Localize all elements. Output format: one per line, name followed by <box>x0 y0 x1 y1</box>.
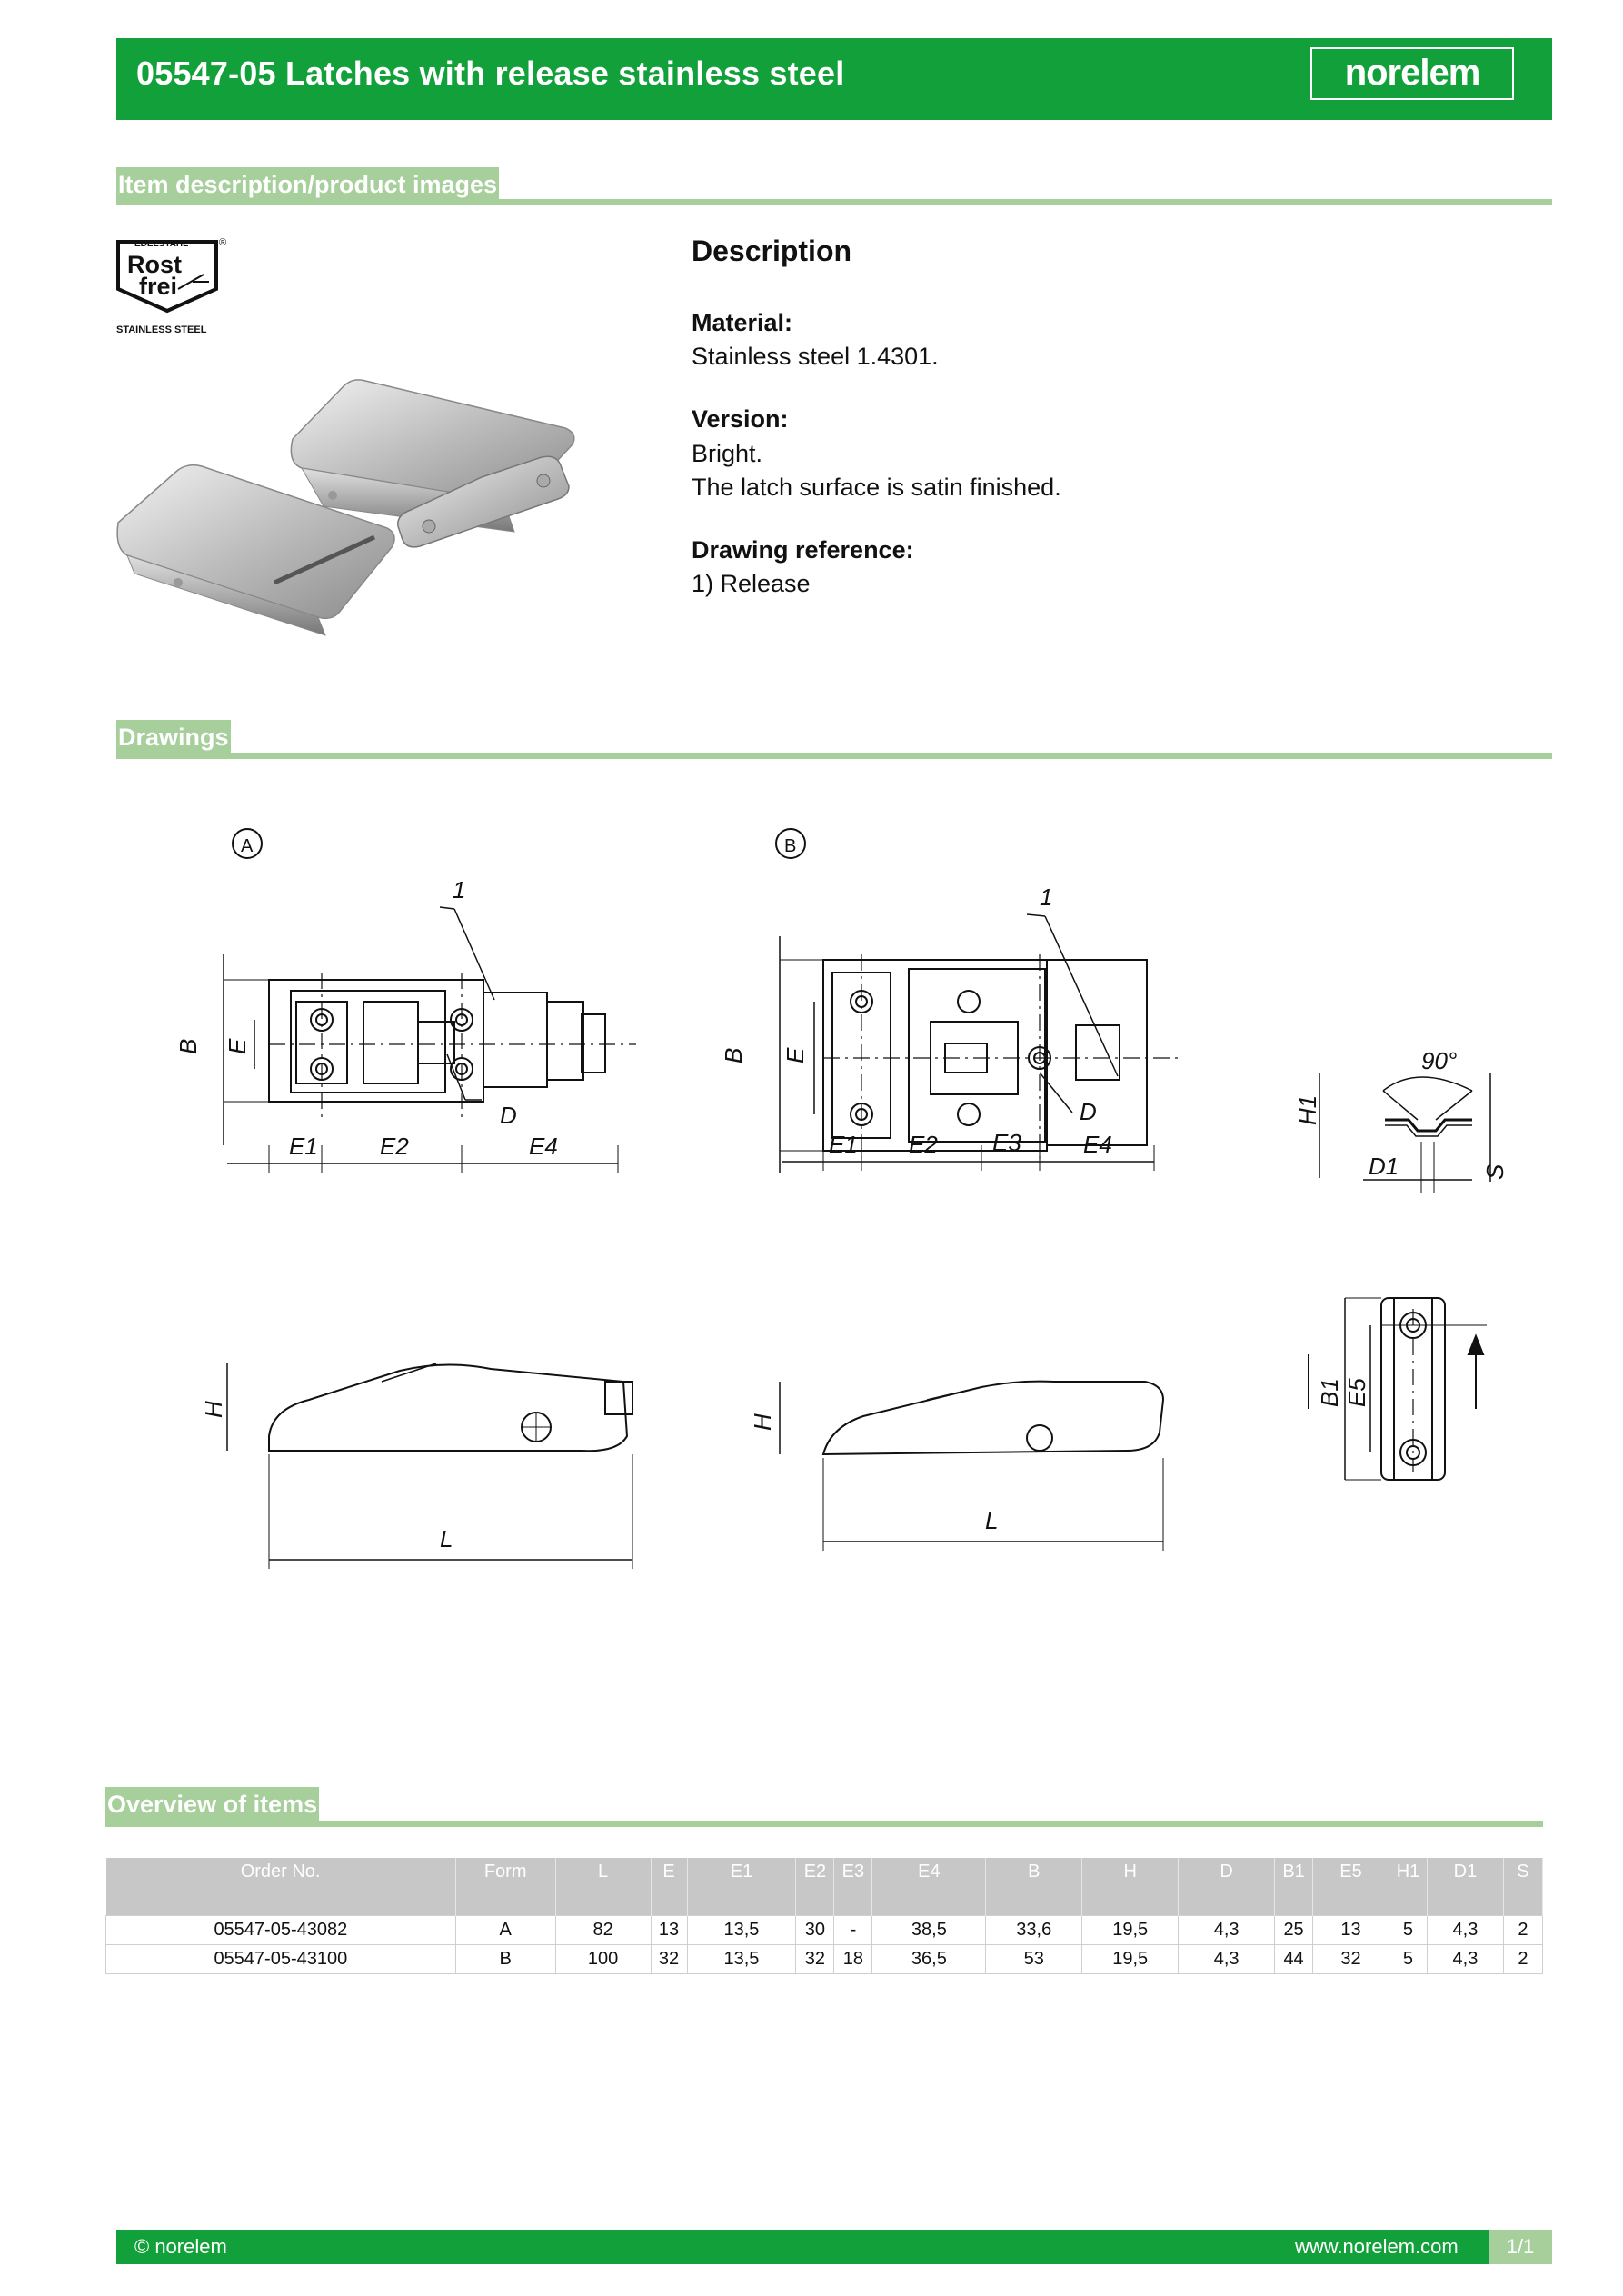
section-title-drawings: Drawings <box>116 720 231 754</box>
dim-angle: 90° <box>1421 1047 1458 1074</box>
table-cell: 4,3 <box>1179 1916 1275 1945</box>
dim-e1-a: E1 <box>289 1133 318 1160</box>
table-cell: 05547-05-43100 <box>106 1945 456 1974</box>
form-b-body <box>823 960 1047 1151</box>
form-b-side <box>823 1382 1163 1454</box>
table-cell: 5 <box>1389 1945 1428 1974</box>
table-header-cell: Form <box>455 1858 555 1916</box>
dim-h1: H1 <box>1294 1094 1321 1125</box>
version-label: Version: <box>692 405 789 433</box>
items-table <box>105 1858 1543 1974</box>
dim-h-b: H <box>749 1413 776 1431</box>
section-title-item-description: Item description/product images <box>116 167 499 202</box>
dim-l-b: L <box>985 1507 999 1534</box>
badge-top-text: EDELSTAHL <box>134 239 189 249</box>
table-cell: 30 <box>796 1916 834 1945</box>
table-header-row <box>106 1858 1543 1916</box>
dim-e4-b: E4 <box>1083 1131 1112 1158</box>
form-b-label: B <box>784 836 797 856</box>
norelem-logo: norelem <box>1310 47 1514 100</box>
badge-line1: Rost <box>127 251 182 278</box>
table-header-cell: E3 <box>834 1858 872 1916</box>
table-header-cell: D1 <box>1427 1858 1503 1916</box>
table-body <box>106 1916 1543 1974</box>
table-cell: 4,3 <box>1427 1916 1503 1945</box>
table-header-cell: H1 <box>1389 1858 1428 1916</box>
dim-e2-b: E2 <box>909 1131 938 1158</box>
dim-e5: E5 <box>1343 1378 1370 1407</box>
section-divider <box>105 1821 1543 1827</box>
table-cell: 82 <box>555 1916 651 1945</box>
badge-line2: frei <box>139 273 178 300</box>
table-cell: 13,5 <box>687 1916 796 1945</box>
table-cell: - <box>834 1916 872 1945</box>
dim-d-b: D <box>1080 1098 1097 1125</box>
page-title: 05547-05 Latches with release stainless steel <box>136 55 845 92</box>
table-cell: 05547-05-43082 <box>106 1916 456 1945</box>
form-a-side <box>269 1364 627 1451</box>
footer-copyright: © norelem <box>134 2235 227 2258</box>
table-cell: 100 <box>555 1945 651 1974</box>
table-header-cell: Order No. <box>106 1858 456 1916</box>
drawing-ref-text: 1) Release <box>692 570 811 597</box>
table-cell: 4,3 <box>1179 1945 1275 1974</box>
dim-h-a: H <box>200 1401 227 1418</box>
table-cell: 32 <box>1313 1945 1389 1974</box>
table-header-cell: B <box>986 1858 1082 1916</box>
footer-page-number: 1/1 <box>1489 2230 1552 2264</box>
table-header-cell: B1 <box>1275 1858 1313 1916</box>
table-header-cell: E2 <box>796 1858 834 1916</box>
table-header-cell: E4 <box>872 1858 986 1916</box>
footer-website[interactable]: www.norelem.com <box>1295 2235 1459 2258</box>
badge-bottom-text: STAINLESS STEEL <box>116 324 207 335</box>
table-cell: B <box>455 1945 555 1974</box>
rostfrei-badge <box>115 235 233 336</box>
dim-s: S <box>1481 1163 1508 1180</box>
table-cell: 13 <box>1313 1916 1389 1945</box>
table-cell: 5 <box>1389 1916 1428 1945</box>
table-cell: 19,5 <box>1082 1916 1179 1945</box>
table-row <box>106 1945 1543 1974</box>
form-a-label: A <box>241 836 254 856</box>
footer-bar <box>116 2230 1552 2264</box>
table-cell: 4,3 <box>1427 1945 1503 1974</box>
table-header-cell: E1 <box>687 1858 796 1916</box>
material-text: Stainless steel 1.4301. <box>692 343 939 370</box>
table-cell: 33,6 <box>986 1916 1082 1945</box>
dim-b-a: B <box>174 1038 202 1054</box>
table-cell: 13,5 <box>687 1945 796 1974</box>
table-header-cell: S <box>1503 1858 1542 1916</box>
dim-l-a: L <box>440 1525 453 1552</box>
table-header-cell: E5 <box>1313 1858 1389 1916</box>
table-cell: 32 <box>651 1945 687 1974</box>
table-cell: 2 <box>1503 1916 1542 1945</box>
table-cell: 18 <box>834 1945 872 1974</box>
dim-e2-a: E2 <box>380 1133 409 1160</box>
dim-e1-b: E1 <box>829 1131 858 1158</box>
table-cell: 13 <box>651 1916 687 1945</box>
table-cell: 2 <box>1503 1945 1542 1974</box>
table-header-cell: D <box>1179 1858 1275 1916</box>
technical-drawing <box>109 800 1563 1600</box>
dim-d-a: D <box>500 1102 517 1129</box>
badge-reg-mark: ® <box>219 237 227 248</box>
table-cell: 19,5 <box>1082 1945 1179 1974</box>
table-row <box>106 1916 1543 1945</box>
drawing-ref-label: Drawing reference: <box>692 536 914 564</box>
ref-1-a: 1 <box>453 876 466 903</box>
dim-e3-b: E3 <box>992 1129 1021 1156</box>
section-title-overview: Overview of items <box>105 1787 319 1822</box>
version-line2: The latch surface is satin finished. <box>692 474 1061 501</box>
version-line1: Bright. <box>692 440 763 467</box>
ref-1-b: 1 <box>1040 883 1053 911</box>
dim-e4-a: E4 <box>529 1133 558 1160</box>
dim-e-a: E <box>224 1038 251 1054</box>
product-image <box>115 368 587 641</box>
table-cell: 25 <box>1275 1916 1313 1945</box>
table-cell: 32 <box>796 1945 834 1974</box>
table-cell: 38,5 <box>872 1916 986 1945</box>
table-header-cell: E <box>651 1858 687 1916</box>
description-heading: Description <box>692 235 852 267</box>
section-divider <box>116 753 1552 759</box>
table-cell: 36,5 <box>872 1945 986 1974</box>
dim-b-b: B <box>720 1047 747 1063</box>
table-header-cell: L <box>555 1858 651 1916</box>
table-header-cell: H <box>1082 1858 1179 1916</box>
table-cell: 53 <box>986 1945 1082 1974</box>
dim-e-b: E <box>782 1047 809 1063</box>
dim-b1: B1 <box>1316 1378 1343 1407</box>
dim-d1: D1 <box>1369 1153 1399 1180</box>
table-cell: 44 <box>1275 1945 1313 1974</box>
table-cell: A <box>455 1916 555 1945</box>
material-label: Material: <box>692 309 793 336</box>
